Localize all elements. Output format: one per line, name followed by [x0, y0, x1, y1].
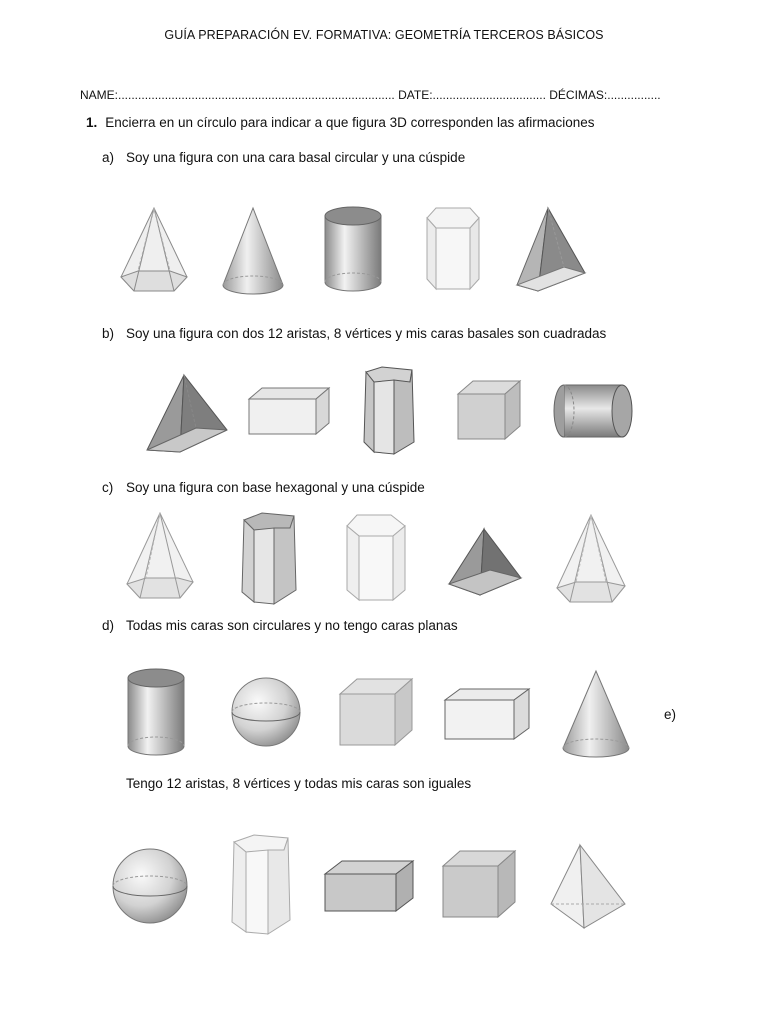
- shape-e1-sphere[interactable]: [110, 846, 190, 926]
- shape-d4-rectangular-prism[interactable]: [442, 686, 532, 742]
- shape-c1-pentagonal-pyramid[interactable]: [124, 510, 196, 602]
- item-a: [102, 150, 465, 165]
- shape-a1-hexagonal-pyramid[interactable]: [118, 205, 190, 295]
- shape-e5-triangular-pyramid[interactable]: [548, 842, 628, 932]
- shape-c3-hexagonal-prism[interactable]: [343, 512, 409, 604]
- question-number: 1.: [86, 115, 98, 130]
- shape-a2-cone[interactable]: [220, 205, 286, 297]
- item-b: [102, 326, 606, 341]
- shape-b2-rectangular-prism[interactable]: [246, 385, 332, 437]
- shape-d3-cube[interactable]: [337, 676, 415, 748]
- shape-b1-square-pyramid[interactable]: [144, 372, 230, 456]
- item-d-text: Todas mis caras son circulares y no tengo caras planas: [126, 618, 458, 633]
- item-d: [102, 618, 458, 633]
- shape-d1-cylinder[interactable]: [125, 666, 187, 758]
- item-e-text: Tengo 12 aristas, 8 vértices y todas mis caras son iguales: [126, 776, 472, 791]
- shape-c4-square-pyramid[interactable]: [446, 526, 524, 598]
- score-blank[interactable]: ................: [607, 88, 661, 102]
- shape-e3-rectangular-prism[interactable]: [322, 858, 416, 914]
- shape-a3-cylinder[interactable]: [322, 204, 384, 294]
- date-blank[interactable]: ..................................: [432, 88, 546, 102]
- item-c: [102, 480, 425, 495]
- date-label: DATE:: [398, 88, 433, 102]
- header-fields: [80, 88, 661, 102]
- shape-c5-hexagonal-pyramid[interactable]: [554, 512, 628, 606]
- item-c-text: Soy una figura con base hexagonal y una cúspide: [126, 480, 425, 495]
- shape-b4-cube[interactable]: [455, 378, 523, 442]
- item-c-label: c): [102, 480, 114, 495]
- question-1: [86, 115, 595, 130]
- item-a-label: a): [102, 150, 115, 165]
- name-blank[interactable]: ...................................................................................: [118, 88, 395, 102]
- item-a-text: Soy una figura con una cara basal circular y una cúspide: [126, 150, 466, 165]
- shape-d2-sphere[interactable]: [229, 675, 303, 749]
- shape-d5-cone[interactable]: [560, 668, 632, 760]
- shape-b3-pentagonal-prism[interactable]: [360, 364, 418, 458]
- item-e-label: e): [664, 707, 677, 722]
- shape-c2-pentagonal-prism[interactable]: [238, 510, 300, 606]
- shape-b5-cylinder-horizontal[interactable]: [552, 382, 634, 440]
- item-b-text: Soy una figura con dos 12 aristas, 8 vértices y mis caras basales son cuadradas: [126, 326, 607, 341]
- item-b-label: b): [102, 326, 115, 341]
- document-title: GUÍA PREPARACIÓN EV. FORMATIVA: GEOMETRÍA TERCEROS BÁSICOS: [164, 28, 604, 42]
- shape-a4-hexagonal-prism[interactable]: [424, 205, 482, 293]
- score-label: DÉCIMAS:: [549, 88, 608, 102]
- shape-e2-pentagonal-prism[interactable]: [228, 832, 294, 938]
- name-label: NAME:: [80, 88, 119, 102]
- item-d-label: d): [102, 618, 115, 633]
- shape-e4-cube[interactable]: [440, 848, 518, 920]
- question-instruction: Encierra en un círculo para indicar a que figura 3D corresponden las afirmaciones: [105, 115, 595, 130]
- shape-a5-square-pyramid[interactable]: [514, 205, 588, 293]
